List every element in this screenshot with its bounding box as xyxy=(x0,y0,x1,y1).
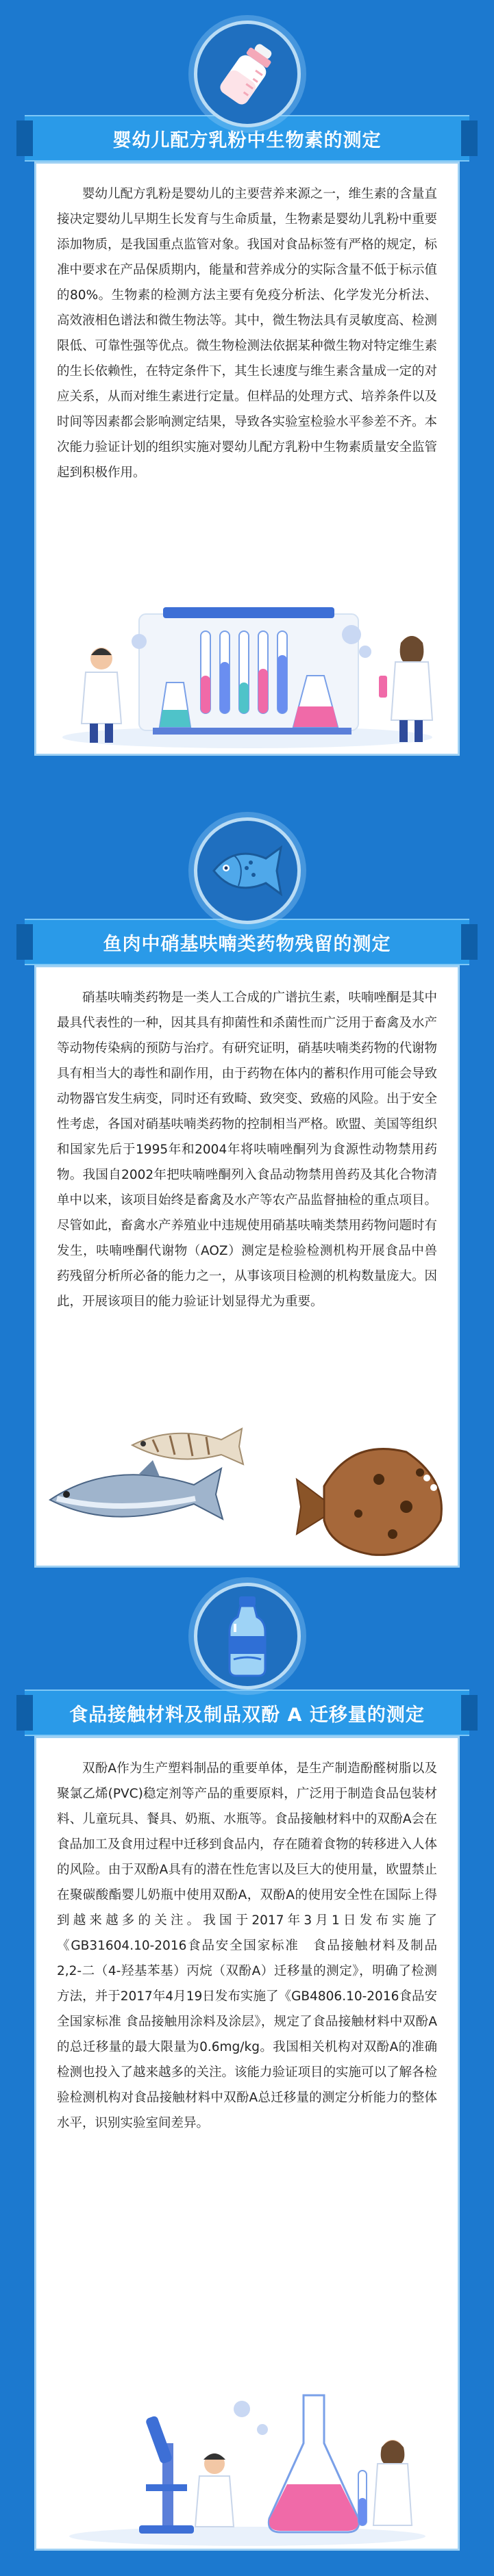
section-title-band xyxy=(25,919,469,965)
content-card xyxy=(34,162,460,756)
icon-badge xyxy=(194,1583,301,1689)
content-card xyxy=(34,965,460,1568)
icon-badge xyxy=(194,21,301,127)
section-body: 婴幼儿配方乳粉是婴幼儿的主要营养来源之一，维生素的含量直接决定婴幼儿早期生长发育与生命质量，生物素是婴幼儿乳粉中重要添加物质，是我国重点监管对象。我国对食品标签有严格的规定，标准中要求在产品保质期内，能量和营养成分的实际含量不低于标示值的80%。生物素的检测方法主要有免疫分析法、化学发光分析法、高效液相色谱法和微生物法等。其中，微生物法具有灵敏度高、检测限低、可靠性强等优点。微生物检测法依据某种微生物对特定维生素的生长依赖性，在特定条件下，其生长速度与维生素含量成一定的对应关系，从而对维生素进行定量。但样品的处理方式、培养条件以及时间等因素都会影响测定结果，导致各实验室检验水平参差不齐。本次能力验证计划的组织实施对婴幼儿配方乳粉中生物素质量安全监管起到积极作用。 xyxy=(57,187,438,480)
section-title: 婴幼儿配方乳粉中生物素的测定 xyxy=(112,129,382,151)
section-title: 食品接触材料及制品双酚 A 迁移量的测定 xyxy=(69,1704,425,1726)
fish-group-illustration xyxy=(36,1397,458,1566)
section-body: 双酚A作为生产塑料制品的重要单体，是生产制造酚醛树脂以及聚氯乙烯(PVC)稳定剂等产品的重要原料，广泛用于制造食品包装材料、儿童玩具、餐具、奶瓶、水瓶等。食品接触材料中的双酚A会在食品加工及食用过程中迁移到食品内，存在随着食物的转移进入人体的风险。由于双酚A具有的潜在性危害以及巨大的使用量，欧盟禁止在聚碳酸酯婴儿奶瓶中使用双酚A，双酚A的使用安全性在国际上得到越来越多的关注。我国于2017年3月1日发布实施了《GB31604.10-2016食品安全国家标准 食品接触材料及制品2,2-二（4-羟基苯基）丙烷（双酚A）迁移量的测定》，明确了检测方法，并于2017年4月19日发布实施了《GB4806.10-2016食品安全国家标准 食品接触用涂料及涂层》，规定了食品接触材料中双酚A的总迁移量的最大限量为0.6mg/kg。我国相关机构对双酚A的准确检测也投入了越来越多的关注。该能力验证项目的实施可以了解各检验检测机构对食品接触材料中双酚A总迁移量的测定分析能力的整体水平，识别实验室间差异。 xyxy=(57,1761,438,2130)
content-card xyxy=(34,1736,460,2551)
lab-flasks-scientists-illustration xyxy=(36,2368,458,2549)
section-title: 鱼肉中硝基呋喃类药物残留的测定 xyxy=(103,933,391,955)
icon-badge xyxy=(194,817,301,924)
section-title-band xyxy=(25,1689,469,1736)
baby-bottle-icon xyxy=(210,36,285,112)
water-bottle-icon xyxy=(220,1594,275,1679)
laboratory-scientists-illustration xyxy=(36,594,458,755)
fish-icon xyxy=(207,838,288,904)
section-body: 硝基呋喃类药物是一类人工合成的广谱抗生素，呋喃唑酮是其中最具代表性的一种，因其具有抑菌性和杀菌性而广泛用于畜禽及水产等动物传染病的预防与治疗。有研究证明，硝基呋喃类药物的代谢物具有相当大的毒性和副作用，由于药物在体内的蓄积作用可能会导致动物器官发生病变，同时还有致畸、致突变、致癌的风险。出于安全性考虑，各国对硝基呋喃类药物的控制相当严格。欧盟、美国等组织和国家先后于1995年和2004年将呋喃唑酮列为食源性动物禁用药物。我国自2002年把呋喃唑酮列入食品动物禁用兽药及其化合物清单中以来，该项目始终是畜禽及水产等农产品监督抽检的重点项目。尽管如此，畜禽水产养殖业中违规使用硝基呋喃类禁用药物问题时有发生，呋喃唑酮代谢物（AOZ）测定是检验检测机构开展食品中兽药残留分析所必备的能力之一，从事该项目检测的机构数量庞大。因此，开展该项目的能力验证计划显得尤为重要。 xyxy=(57,991,438,1309)
